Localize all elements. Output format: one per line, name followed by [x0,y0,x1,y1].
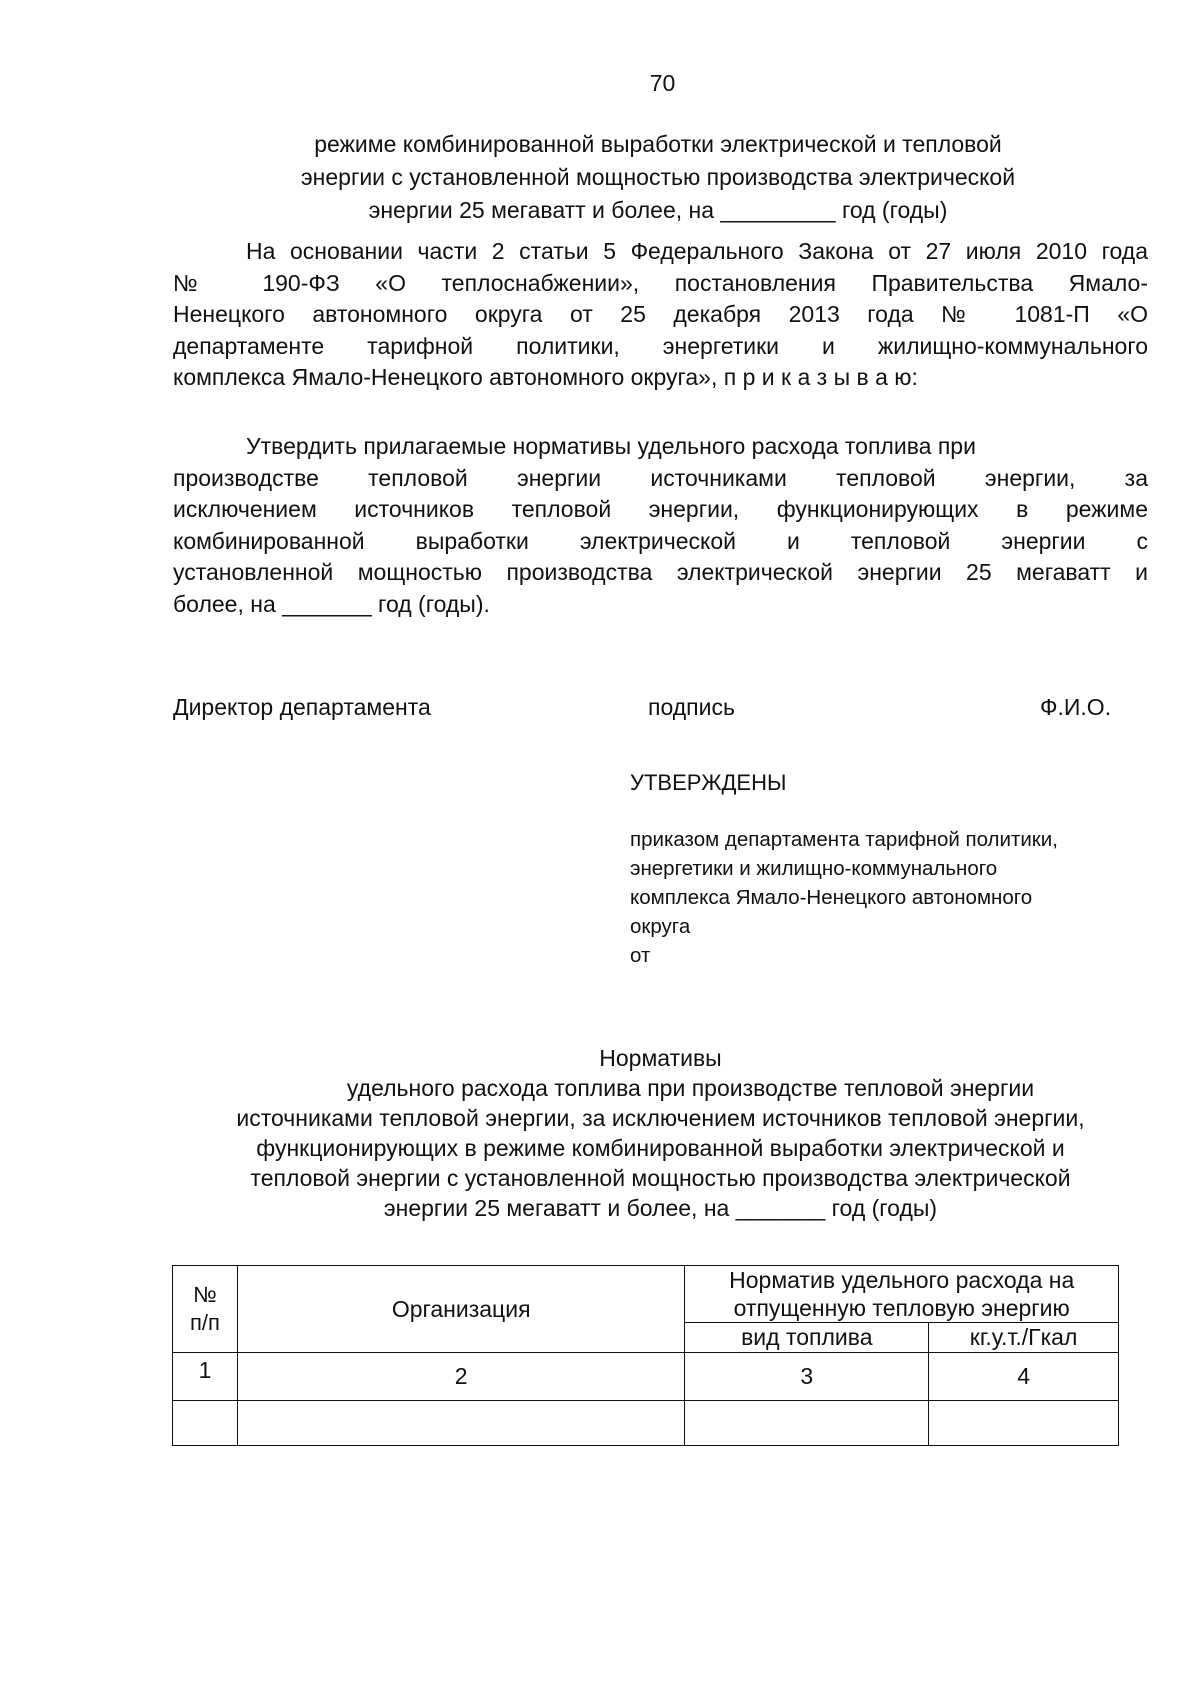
header-organization: Организация [237,1266,685,1353]
table-cell [173,1401,238,1446]
basis-paragraph [173,236,1148,394]
norms-title-line: источниками тепловой энергии, за исключением источников тепловой энергии, [236,1105,1085,1131]
norms-heading: Нормативы [599,1045,722,1071]
approved-line: энергетики и жилищно-коммунального [630,857,998,880]
approved-line: приказом департамента тарифной политики, [630,828,1058,851]
paragraph-line: производстве тепловой энергии источниками тепловой энергии, за [173,464,1148,491]
paragraph-line: комплекса Ямало-Ненецкого автономного округа», п р и к а з ы в а ю: [173,364,918,390]
paragraph-line: департаменте тарифной политики, энергетики и жилищно-коммунального [173,332,1148,359]
signature-sign: подпись [648,694,735,720]
signature-position: Директор департамента [173,694,431,720]
paragraph-line: Утвердить прилагаемые нормативы удельного расхода топлива при [246,433,976,459]
norms-title-line: тепловой энергии с установленной мощностью производства электрической [250,1165,1071,1191]
header-number: № п/п [173,1266,238,1353]
table-cell [929,1401,1119,1446]
approved-heading: УТВЕРЖДЕНЫ [630,770,787,795]
title-line: энергии 25 мегаватт и более, на _________ год (годы) [368,197,948,223]
column-number-cell: 3 [685,1353,929,1401]
paragraph-line: исключением источников тепловой энергии, функционирующих в режиме [173,496,1148,522]
column-number-cell: 2 [237,1353,685,1401]
empty-data-row [173,1401,1119,1446]
approved-line: округа [630,915,691,938]
column-number-cell: 1 [173,1353,238,1401]
paragraph-line: комбинированной выработки электрической и тепловой энергии с [173,527,1148,554]
table-cell [685,1401,929,1446]
header-fuel-type: вид топлива [685,1323,929,1353]
header-norm: Норматив удельного расхода на отпущенную тепловую энергию [685,1266,1119,1323]
norms-title-line: функционирующих в режиме комбинированной выработки электрической и [256,1135,1065,1161]
signature-name: Ф.И.О. [1040,694,1112,720]
document-title-continuation [170,128,1146,227]
paragraph-line: установленной мощностью производства электрической энергии 25 мегаватт и [173,559,1148,585]
approved-line: комплекса Ямало-Ненецкого автономного [630,886,1033,909]
header-unit: кг.у.т./Гкал [929,1323,1119,1353]
title-line: энергии с установленной мощностью производства электрической [300,164,1016,190]
page-number: 70 [649,70,676,96]
paragraph-line: более, на _______ год (годы). [173,590,490,617]
norms-title-line: удельного расхода топлива при производстве тепловой энергии [346,1075,1035,1101]
paragraph-line: Ненецкого автономного округа от 25 декабря 2013 года № 1081-П «О [173,301,1148,327]
title-line: режиме комбинированной выработки электрической и тепловой [314,131,1002,157]
norms-title-line: энергии 25 мегаватт и более, на _______ год (годы) [383,1195,938,1221]
table-cell [237,1401,685,1446]
approved-details [630,825,1058,970]
paragraph-line: № 190-ФЗ «О теплоснабжении», постановления Правительства Ямало- [173,269,1148,296]
signature-row [173,694,1113,726]
column-number-cell: 4 [929,1353,1119,1401]
norms-title [173,1043,1148,1223]
norms-table [172,1265,1119,1446]
approved-line: от [630,944,651,967]
paragraph-line: На основании части 2 статьи 5 Федерального Закона от 27 июля 2010 года [246,238,1148,264]
approve-paragraph [173,431,1148,620]
